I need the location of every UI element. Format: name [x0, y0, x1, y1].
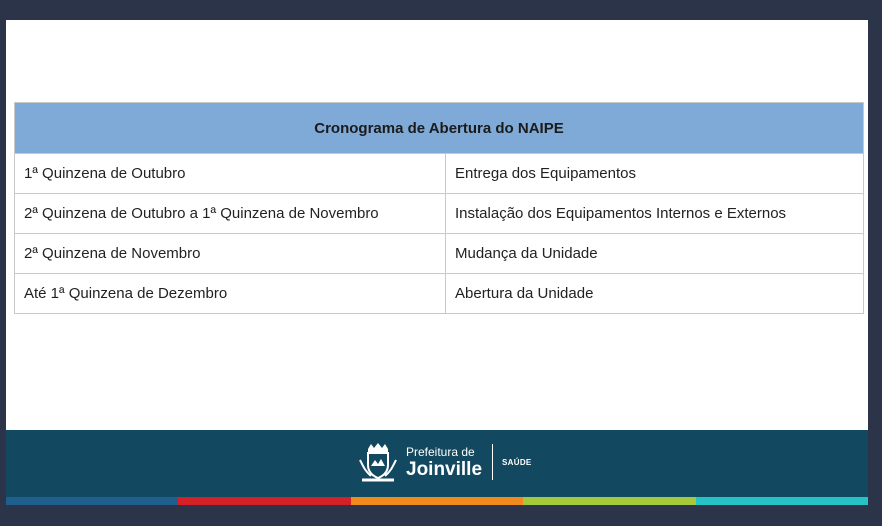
activity-cell: Entrega dos Equipamentos	[446, 154, 864, 194]
table-header-row	[15, 103, 864, 154]
table-row	[15, 154, 864, 194]
table-title: Cronograma de Abertura do NAIPE	[15, 103, 864, 154]
strip-segment	[6, 497, 178, 505]
city-crest-icon	[356, 440, 400, 484]
color-strip	[6, 497, 868, 505]
strip-segment	[696, 497, 868, 505]
period-cell: Até 1ª Quinzena de Dezembro	[15, 274, 446, 314]
strip-segment	[351, 497, 523, 505]
activity-cell: Abertura da Unidade	[446, 274, 864, 314]
table-row	[15, 234, 864, 274]
brand-divider	[492, 444, 493, 480]
strip-segment	[178, 497, 350, 505]
department-label: SAÚDE	[502, 457, 532, 467]
city-logo	[356, 439, 532, 485]
period-cell: 2ª Quinzena de Outubro a 1ª Quinzena de Novembro	[15, 194, 446, 234]
schedule-table	[14, 102, 864, 314]
period-cell: 2ª Quinzena de Novembro	[15, 234, 446, 274]
table-row	[15, 194, 864, 234]
slide	[6, 20, 868, 430]
period-cell: 1ª Quinzena de Outubro	[15, 154, 446, 194]
brand-line2: Joinville	[406, 458, 483, 480]
brand-line1: Prefeitura de	[406, 444, 475, 459]
brand-wordmark	[406, 446, 482, 479]
footer-banner	[6, 430, 868, 497]
table-row	[15, 274, 864, 314]
activity-cell: Mudança da Unidade	[446, 234, 864, 274]
activity-cell: Instalação dos Equipamentos Internos e Externos	[446, 194, 864, 234]
strip-segment	[523, 497, 695, 505]
